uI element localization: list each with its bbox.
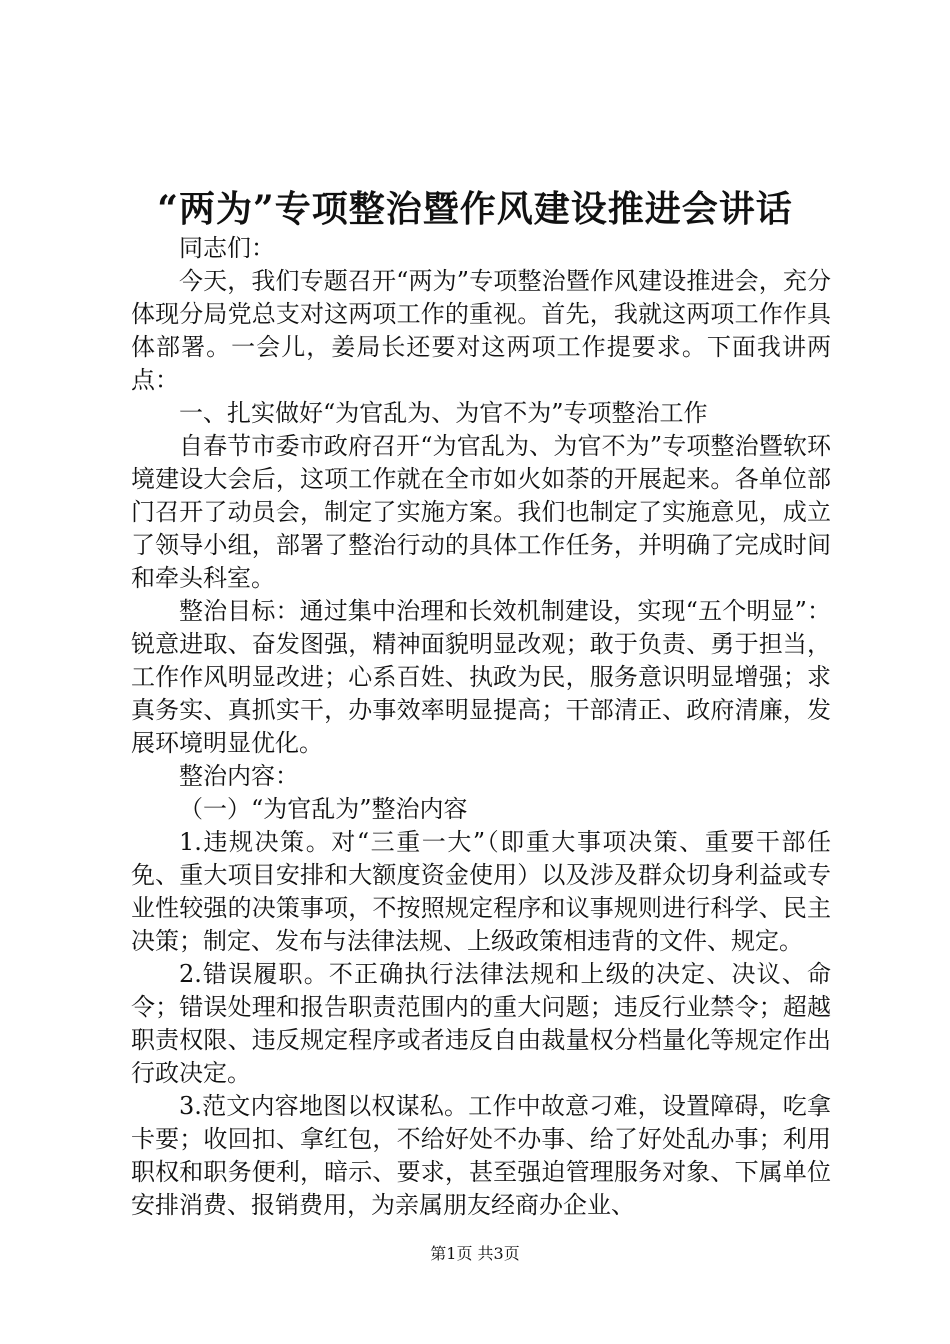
list-item-1: 1.违规决策。对“三重一大”（即重大事项决策、重要干部任免、重大项目安排和大额度资金使用）以及涉及群众切身利益或专业性较强的决策事项，不按照规定程序和议事规则进行科学、民主决策；制定、发布与法律法规、上级政策相违背的文件、规定。 — [131, 828, 831, 955]
paragraph-greeting: 同志们： — [179, 234, 275, 262]
list-item-2: 2.错误履职。不正确执行法律法规和上级的决定、决议、命令；错误处理和报告职责范围内的重大问题；违反行业禁令；超越职责权限、违反规定程序或者违反自由裁量权分档量化等规定作出行政决定。 — [131, 960, 831, 1087]
paragraph-goals: 整治目标：通过集中治理和长效机制建设，实现“五个明显”：锐意进取、奋发图强，精神面貌明显改观；敢于负责、勇于担当，工作作风明显改进；心系百姓、执政为民，服务意识明显增强；求真务实、真抓实干，办事效率明显提高；干部清正、政府清廉，发展环境明显优化。 — [131, 597, 831, 757]
paragraph-content-label: 整治内容： — [179, 762, 299, 790]
section-heading-1: 一、扎实做好“为官乱为、为官不为”专项整治工作 — [179, 399, 708, 427]
document-title: “两为”专项整治暨作风建设推进会讲话 — [157, 188, 793, 230]
paragraph-background: 自春节市委市政府召开“为官乱为、为官不为”专项整治暨软环境建设大会后，这项工作就在全市如火如荼的开展起来。各单位部门召开了动员会，制定了实施方案。我们也制定了实施意见，成立了领导小组，部署了整治行动的具体工作任务，并明确了完成时间和牵头科室。 — [131, 432, 831, 592]
list-item-3: 3.范文内容地图以权谋私。工作中故意刁难，设置障碍，吃拿卡要；收回扣、拿红包，不给好处不办事、给了好处乱办事；利用职权和职务便利，暗示、要求，甚至强迫管理服务对象、下属单位安排消费、报销费用，为亲属朋友经商办企业、 — [131, 1092, 831, 1219]
page-footer: 第1页 共3页 — [430, 1244, 520, 1263]
document-body — [131, 232, 831, 1222]
subsection-heading-1: （一）“为官乱为”整治内容 — [179, 795, 468, 823]
paragraph-intro: 今天，我们专题召开“两为”专项整治暨作风建设推进会，充分体现分局党总支对这两项工作的重视。首先，我就这两项工作作具体部署。一会儿，姜局长还要对这两项工作提要求。下面我讲两点： — [131, 267, 831, 394]
